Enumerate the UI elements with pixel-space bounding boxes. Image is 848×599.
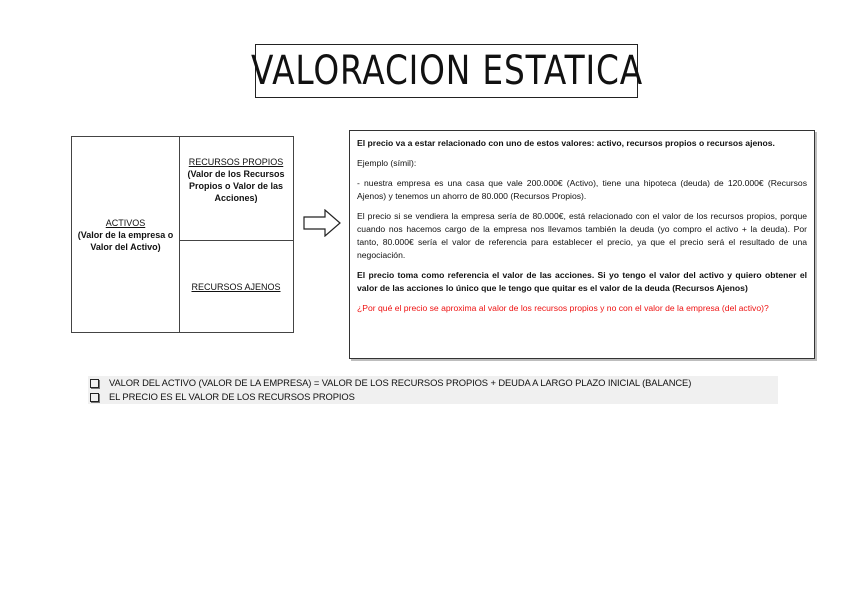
info-paragraph-1: El precio va a estar relacionado con uno de estos valores: activo, recursos propios o recursos ajenos.	[357, 138, 775, 148]
info-paragraph-5: El precio toma como referencia el valor de las acciones. Si yo tengo el valor del activo y quiero obtener el valor de las acciones lo único que le tengo que quitar es el valor de la deuda (Recursos Ajenos)	[357, 270, 807, 293]
bullet-text: VALOR DEL ACTIVO (VALOR DE LA EMPRESA) = VALOR DE LOS RECURSOS PROPIOS + DEUDA A LARGO PLAZO INICIAL (BALANCE)	[109, 377, 692, 388]
bullet-list	[88, 376, 778, 404]
recursos-ajenos-label: RECURSOS AJENOS	[191, 281, 281, 292]
recursos-ajenos-cell	[179, 241, 293, 332]
activos-label: ACTIVOS	[105, 217, 146, 228]
arrow-right-icon	[303, 209, 341, 237]
bullet-text: EL PRECIO ES EL VALOR DE LOS RECURSOS PROPIOS	[109, 391, 355, 402]
list-item	[88, 390, 778, 404]
checkbox-bullet-icon	[90, 393, 99, 402]
activos-cell	[72, 137, 180, 332]
checkbox-bullet-icon	[90, 379, 99, 388]
info-paragraph-3: - nuestra empresa es una casa que vale 200.000€ (Activo), tiene una hipoteca (deuda) de 120.000€ (Recursos Ajenos) y tenemos un ahorro de 80.000 (Recursos Propios).	[357, 178, 807, 201]
info-paragraph-2: Ejemplo (símil):	[357, 158, 417, 168]
info-paragraph-4: El precio si se vendiera la empresa sería de 80.000€, está relacionado con el valor de los recursos propios, porque cuando nos hacemos cargo de la empresa nos llevamos también la deuda (yo compro el activo + la deuda). Por tanto, 80.000€ sería el valor de referencia para establecer el precio, ya que el precio será el resultado de una negociación.	[357, 211, 807, 260]
list-item	[88, 376, 778, 390]
recursos-propios-desc: (Valor de los Recursos Propios o Valor de las Acciones)	[187, 169, 285, 203]
recursos-propios-label: RECURSOS PROPIOS	[188, 157, 284, 167]
balance-sheet	[71, 136, 294, 333]
title-box	[250, 44, 643, 98]
page-title: VALORACION ESTATICA	[250, 48, 643, 94]
info-question: ¿Por qué el precio se aproxima al valor de los recursos propios y no con el valor de la empresa (del activo)?	[357, 303, 769, 313]
recursos-propios-cell	[179, 137, 293, 241]
explanation-box	[349, 130, 815, 359]
activos-desc: (Valor de la empresa o Valor del Activo)	[77, 229, 174, 252]
